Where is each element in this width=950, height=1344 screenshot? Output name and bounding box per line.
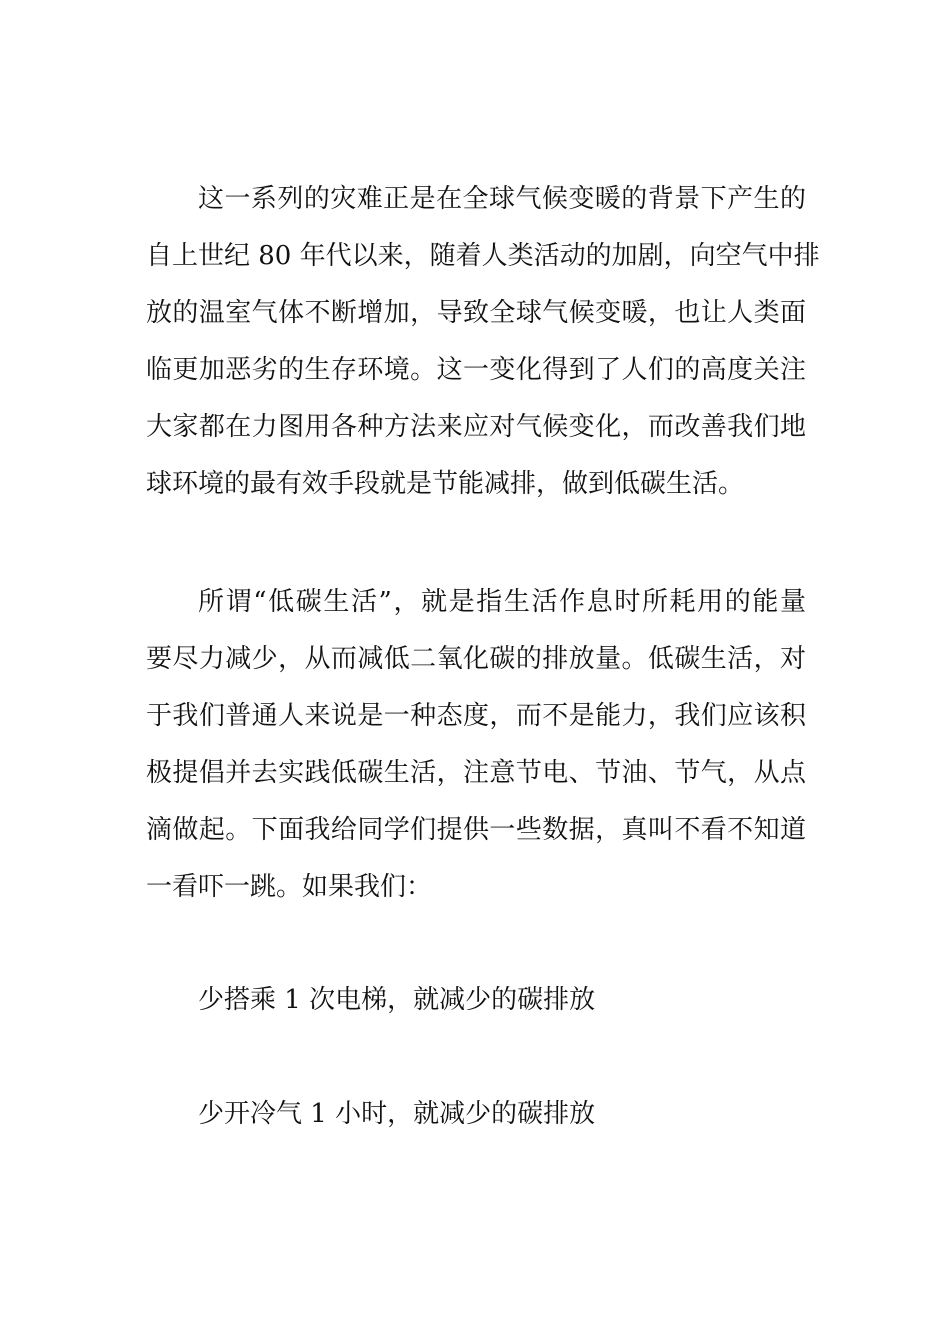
paragraph-low-carbon-life [146, 574, 806, 916]
text-line: 大家都在力图用各种方法来应对气候变化，而改善我们地 [146, 412, 806, 442]
text-line: 要尽力减少，从而减低二氧化碳的排放量。低碳生活，对 [146, 644, 806, 674]
text-line: 少开冷气 1 小时，就减少的碳排放 [198, 1099, 596, 1129]
text-line: 这一系列的灾难正是在全球气候变暖的背景下产生的 [198, 184, 806, 214]
text-line: 一看吓一跳。如果我们： [146, 872, 433, 902]
text-line: 球环境的最有效手段就是节能减排，做到低碳生活。 [146, 469, 745, 499]
text-line: 临更加恶劣的生存环境。这一变化得到了人们的高度关注 [146, 355, 806, 385]
text-line: 于我们普通人来说是一种态度，而不是能力，我们应该积 [146, 701, 806, 731]
text-line: 所谓“低碳生活”，就是指生活作息时所耗用的能量 [198, 587, 806, 617]
text-line: 滴做起。下面我给同学们提供一些数据，真叫不看不知道 [146, 815, 806, 845]
text-line: 极提倡并去实践低碳生活，注意节电、节油、节气，从点 [146, 758, 806, 788]
text-line: 放的温室气体不断增加，导致全球气候变暖，也让人类面 [146, 298, 806, 328]
paragraph-climate-warming [146, 171, 820, 513]
paragraph-elevator [146, 972, 806, 1029]
text-line: 少搭乘 1 次电梯，就减少的碳排放 [198, 985, 596, 1015]
text-line: 自上世纪 80 年代以来，随着人类活动的加剧，向空气中排 [146, 241, 820, 271]
paragraph-air-conditioning [146, 1086, 806, 1143]
